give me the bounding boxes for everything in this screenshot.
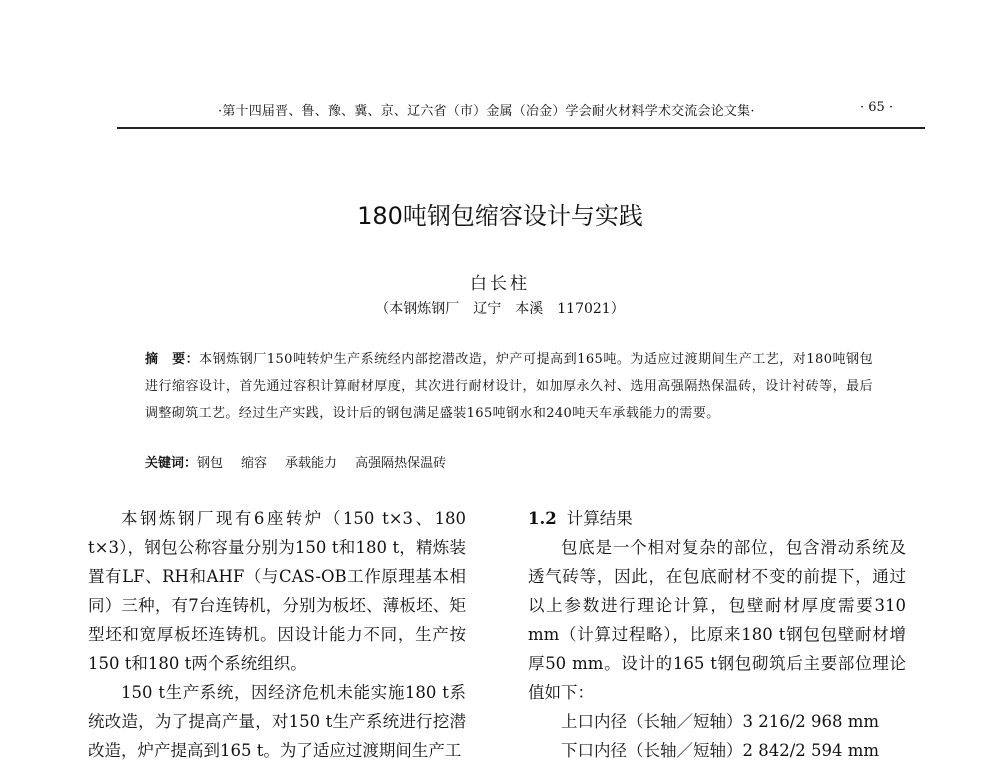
abstract-label: 摘 要： [145, 352, 200, 367]
header-rule [117, 127, 925, 129]
abstract [145, 346, 873, 427]
running-header: ·第十四届晋、鲁、豫、冀、京、辽六省（市）金属（冶金）学会耐火材料学术交流会论文集· [218, 104, 755, 119]
body-paragraph: 本钢炼钢厂现有6座转炉（150 t×3、180 t×3），钢包公称容量分别为150 t和180 t，精炼装置有LF、RH和AHF（与CAS-OB工作原理基本相同）三种，有7台连铸机，分别为板坯、薄板坯、矩型坯和宽厚板坯连铸机。因设计能力不同，生产按150 t和180 t两个系统组织。 [88, 509, 466, 673]
page-number: · 65 · [860, 100, 894, 115]
formula-line: 上口内径（长轴／短轴）3 216/2 968 mm [561, 712, 880, 731]
section-number: 1.2 [528, 509, 557, 528]
section-heading [528, 504, 906, 533]
keywords-label: 关键词： [145, 456, 198, 471]
keyword: 缩容 [241, 456, 268, 471]
author: 白长柱 [470, 274, 530, 294]
section-title: 计算结果 [566, 509, 633, 528]
paper-title: 180吨钢包缩容设计与实践 [357, 202, 643, 230]
right-column [528, 504, 906, 765]
body-paragraph: 150 t生产系统，因经济危机未能实施180 t系统改造，为了提高产量，对150 t生产系统进行挖潜改造，炉产提高到165 t。为了适应过渡期间生产工 [88, 683, 466, 760]
keyword: 承载能力 [285, 456, 338, 471]
keyword: 高强隔热保温砖 [355, 456, 447, 471]
formula-line: 下口内径（长轴／短轴）2 842/2 594 mm [561, 741, 880, 760]
body-paragraph: 包底是一个相对复杂的部位，包含滑动系统及透气砖等，因此，在包底耐材不变的前提下，通过以上参数进行理论计算，包壁耐材厚度需要310 mm（计算过程略），比原来180 t钢包包壁耐材增厚50 mm。设计的165 t钢包砌筑后主要部位理论值如下： [528, 538, 906, 702]
keywords [145, 452, 464, 471]
keyword: 钢包 [197, 456, 224, 471]
affiliation: （本钢炼钢厂 辽宁 本溪 117021） [375, 301, 625, 317]
abstract-text: 本钢炼钢厂150吨转炉生产系统经内部挖潜改造，炉产可提高到165吨。为适应过渡期间生产工艺，对180吨钢包进行缩容设计，首先通过容积计算耐材厚度，其次进行耐材设计，如加厚永久衬、选用高强隔热保温砖，设计衬砖等，最后调整砌筑工艺。经过生产实践，设计后的钢包满足盛装165吨钢水和240吨天车承载能力的需要。 [145, 352, 873, 421]
left-column [88, 504, 466, 765]
